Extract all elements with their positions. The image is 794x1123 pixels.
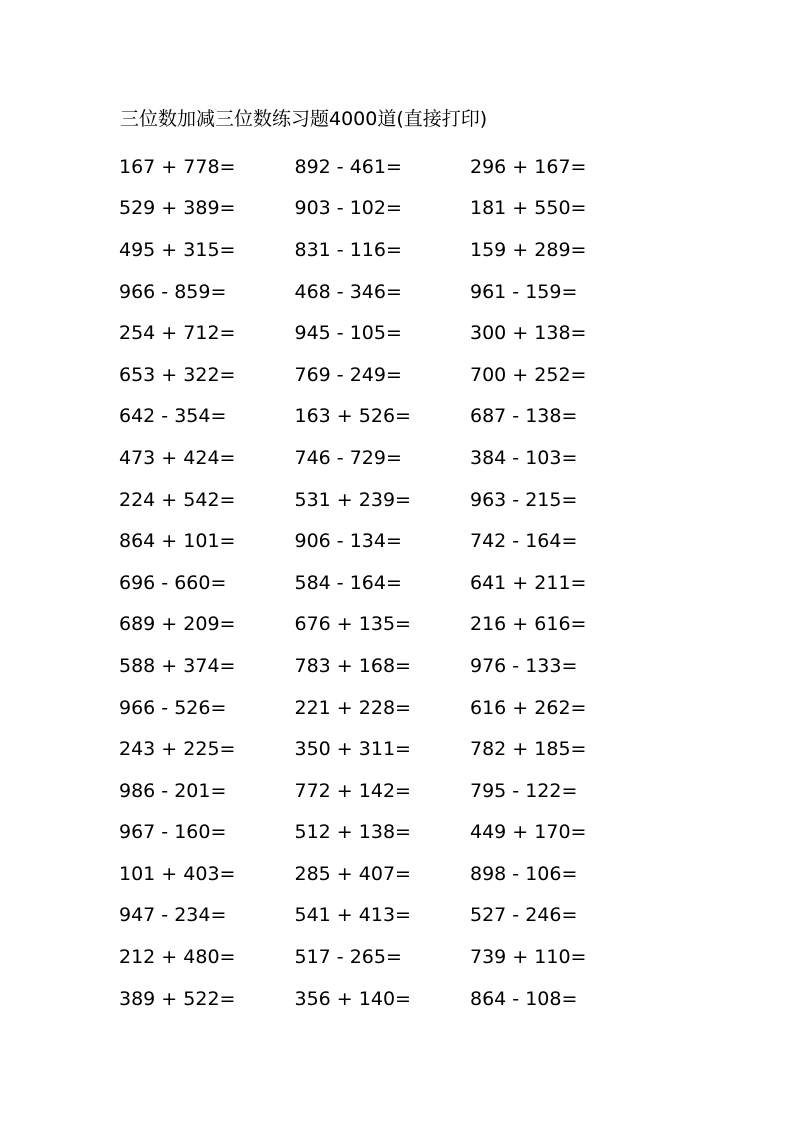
arithmetic-problem: 961 - 159= [470,280,578,303]
arithmetic-problem: 216 + 616= [470,613,587,636]
arithmetic-problem: 689 + 209= [119,613,236,636]
arithmetic-problem: 163 + 526= [294,405,411,428]
arithmetic-problem: 384 - 103= [470,446,578,469]
arithmetic-problem: 653 + 322= [119,363,236,386]
problem-row [119,312,679,354]
problem-row [119,687,679,729]
problem-row [119,978,679,1020]
problem-row [119,146,679,188]
arithmetic-problem: 739 + 110= [470,946,587,969]
arithmetic-problem: 966 - 526= [119,696,227,719]
arithmetic-problem: 350 + 311= [294,738,411,761]
arithmetic-problem: 772 + 142= [294,779,411,802]
arithmetic-problem: 783 + 168= [294,654,411,677]
problem-row [119,520,679,562]
arithmetic-problem: 782 + 185= [470,738,587,761]
problem-row [119,645,679,687]
problem-row [119,812,679,854]
arithmetic-problem: 864 + 101= [119,530,236,553]
arithmetic-problem: 742 - 164= [470,530,578,553]
arithmetic-problem: 517 - 265= [294,946,402,969]
problem-row [119,188,679,230]
arithmetic-problem: 181 + 550= [470,197,587,220]
arithmetic-problem: 356 + 140= [294,987,411,1010]
arithmetic-problem: 963 - 215= [470,488,578,511]
arithmetic-problem: 224 + 542= [119,488,236,511]
problem-row [119,437,679,479]
arithmetic-problem: 101 + 403= [119,862,236,885]
arithmetic-problem: 641 + 211= [470,571,587,594]
arithmetic-problem: 300 + 138= [470,322,587,345]
arithmetic-problem: 967 - 160= [119,821,227,844]
problem-row [119,853,679,895]
arithmetic-problem: 906 - 134= [294,530,402,553]
arithmetic-problem: 945 - 105= [294,322,402,345]
arithmetic-problem: 769 - 249= [294,363,402,386]
arithmetic-problem: 746 - 729= [294,446,402,469]
problem-row [119,728,679,770]
problem-row [119,271,679,313]
problem-row [119,770,679,812]
arithmetic-problem: 831 - 116= [294,238,402,261]
problem-row [119,229,679,271]
arithmetic-problem: 529 + 389= [119,197,236,220]
arithmetic-problem: 584 - 164= [294,571,402,594]
worksheet-title: 三位数加减三位数练习题4000道(直接打印) [120,108,488,130]
problem-row [119,895,679,937]
arithmetic-problem: 898 - 106= [470,862,578,885]
arithmetic-problem: 616 + 262= [470,696,587,719]
arithmetic-problem: 285 + 407= [294,862,411,885]
problem-row [119,604,679,646]
arithmetic-problem: 212 + 480= [119,946,236,969]
arithmetic-problem: 221 + 228= [294,696,411,719]
arithmetic-problem: 473 + 424= [119,446,236,469]
problem-grid [119,146,679,1019]
arithmetic-problem: 976 - 133= [470,654,578,677]
arithmetic-problem: 966 - 859= [119,280,227,303]
arithmetic-problem: 159 + 289= [470,238,587,261]
arithmetic-problem: 531 + 239= [294,488,411,511]
arithmetic-problem: 389 + 522= [119,987,236,1010]
problem-row [119,396,679,438]
arithmetic-problem: 296 + 167= [470,155,587,178]
arithmetic-problem: 696 - 660= [119,571,227,594]
problem-row [119,936,679,978]
problem-row [119,354,679,396]
arithmetic-problem: 527 - 246= [470,904,578,927]
arithmetic-problem: 541 + 413= [294,904,411,927]
arithmetic-problem: 468 - 346= [294,280,402,303]
arithmetic-problem: 243 + 225= [119,738,236,761]
arithmetic-problem: 986 - 201= [119,779,227,802]
arithmetic-problem: 892 - 461= [294,155,402,178]
arithmetic-problem: 795 - 122= [470,779,578,802]
arithmetic-problem: 700 + 252= [470,363,587,386]
arithmetic-problem: 642 - 354= [119,405,227,428]
arithmetic-problem: 495 + 315= [119,238,236,261]
arithmetic-problem: 512 + 138= [294,821,411,844]
problem-row [119,562,679,604]
arithmetic-problem: 254 + 712= [119,322,236,345]
arithmetic-problem: 167 + 778= [119,155,236,178]
arithmetic-problem: 449 + 170= [470,821,587,844]
arithmetic-problem: 588 + 374= [119,654,236,677]
problem-row [119,479,679,521]
arithmetic-problem: 687 - 138= [470,405,578,428]
arithmetic-problem: 864 - 108= [470,987,578,1010]
arithmetic-problem: 947 - 234= [119,904,227,927]
arithmetic-problem: 676 + 135= [294,613,411,636]
arithmetic-problem: 903 - 102= [294,197,402,220]
